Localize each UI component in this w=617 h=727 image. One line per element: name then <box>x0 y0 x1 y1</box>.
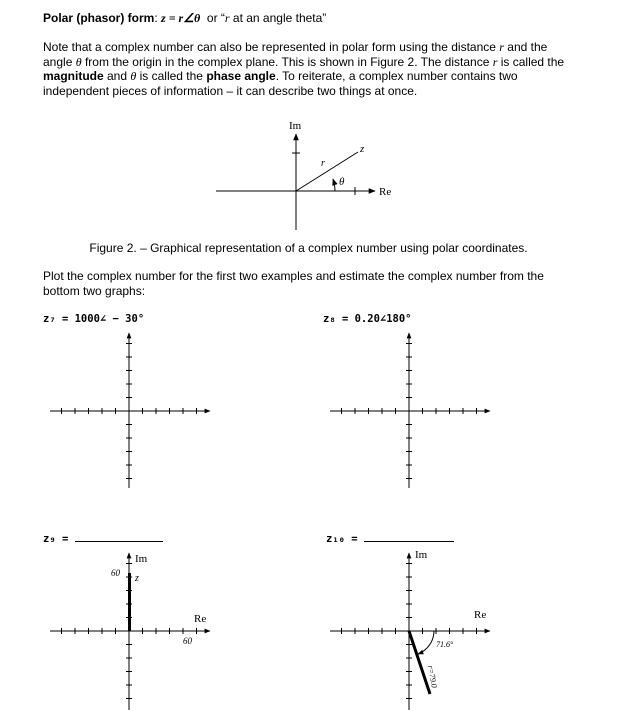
para1-text-7: . To reiterate, a complex number contains two independent pieces of information – it can describe two things at once. <box>43 69 518 98</box>
z8-equation: z₈ = 0.20∠180° <box>323 313 412 325</box>
graph-z7-axes[interactable] <box>50 333 210 488</box>
polar-formula: z = r∠θ <box>161 11 201 25</box>
fig2-im-label: Im <box>289 120 302 132</box>
fig2-theta-label: θ <box>339 176 345 188</box>
graph-z10-re-label: Re <box>474 609 487 621</box>
fig2-r-label: r <box>321 158 325 169</box>
graph-z10-angle-arc <box>418 631 434 654</box>
para1-theta-1: θ <box>75 54 82 69</box>
fig2-z-label: z <box>360 143 365 155</box>
figure-2-caption: Figure 2. – Graphical representation of a complex number using polar coordinates. <box>89 241 528 255</box>
z10-prefix: z₁₀ = <box>326 533 358 545</box>
graph-z9-re-label: Re <box>194 613 207 625</box>
graph-z8-axes[interactable] <box>330 333 490 488</box>
heading-alt-suffix: at an angle theta” <box>229 11 327 25</box>
para1-text-3: from the origin in the complex plane. This is shown in Figure 2. The distance <box>81 54 493 69</box>
plot-instructions-paragraph: Plot the complex number for the first two examples and estimate the complex number from the bottom two graphs: <box>43 269 544 298</box>
z9-prefix: z₉ = <box>43 533 69 545</box>
para1-text-6: is called the <box>136 69 207 83</box>
graph-z9-60-x: 60 <box>183 636 192 646</box>
magnitude-term: magnitude <box>43 69 104 83</box>
phase-angle-term: phase angle <box>206 69 276 83</box>
graph-z10-angle-label: 71.6° <box>436 640 454 649</box>
fig2-re-label: Re <box>379 186 392 198</box>
graph-z10-magnitude-label: r=79.0 <box>426 664 439 689</box>
graph-z10-axes <box>330 549 490 710</box>
para1-text-4: is called the <box>497 54 565 69</box>
para1-theta-2: θ <box>130 69 137 83</box>
heading-alt-prefix: or “ <box>206 11 225 25</box>
para1-r-2: r <box>492 54 498 69</box>
para1-text-2: and the angle <box>43 40 548 69</box>
z7-equation: z₇ = 1000∠ − 30° <box>43 313 145 325</box>
heading-colon: : <box>154 11 158 25</box>
graph-z9-im-label: Im <box>135 553 148 565</box>
graph-z10-im-label: Im <box>415 549 428 561</box>
graph-z9-axes <box>50 553 210 710</box>
para1-text-1: Note that a complex number can also be represented in polar form using the distance <box>43 40 500 54</box>
heading-alt-r: r <box>224 11 230 25</box>
para1-r-1: r <box>499 40 504 54</box>
heading-bold-label: Polar (phasor) form <box>43 11 155 25</box>
graph-z9-60-y: 60 <box>111 568 120 578</box>
graph-z9-z-label: z <box>135 573 139 584</box>
para1-text-5: and <box>103 69 131 83</box>
graph-z10-vector <box>409 631 430 694</box>
